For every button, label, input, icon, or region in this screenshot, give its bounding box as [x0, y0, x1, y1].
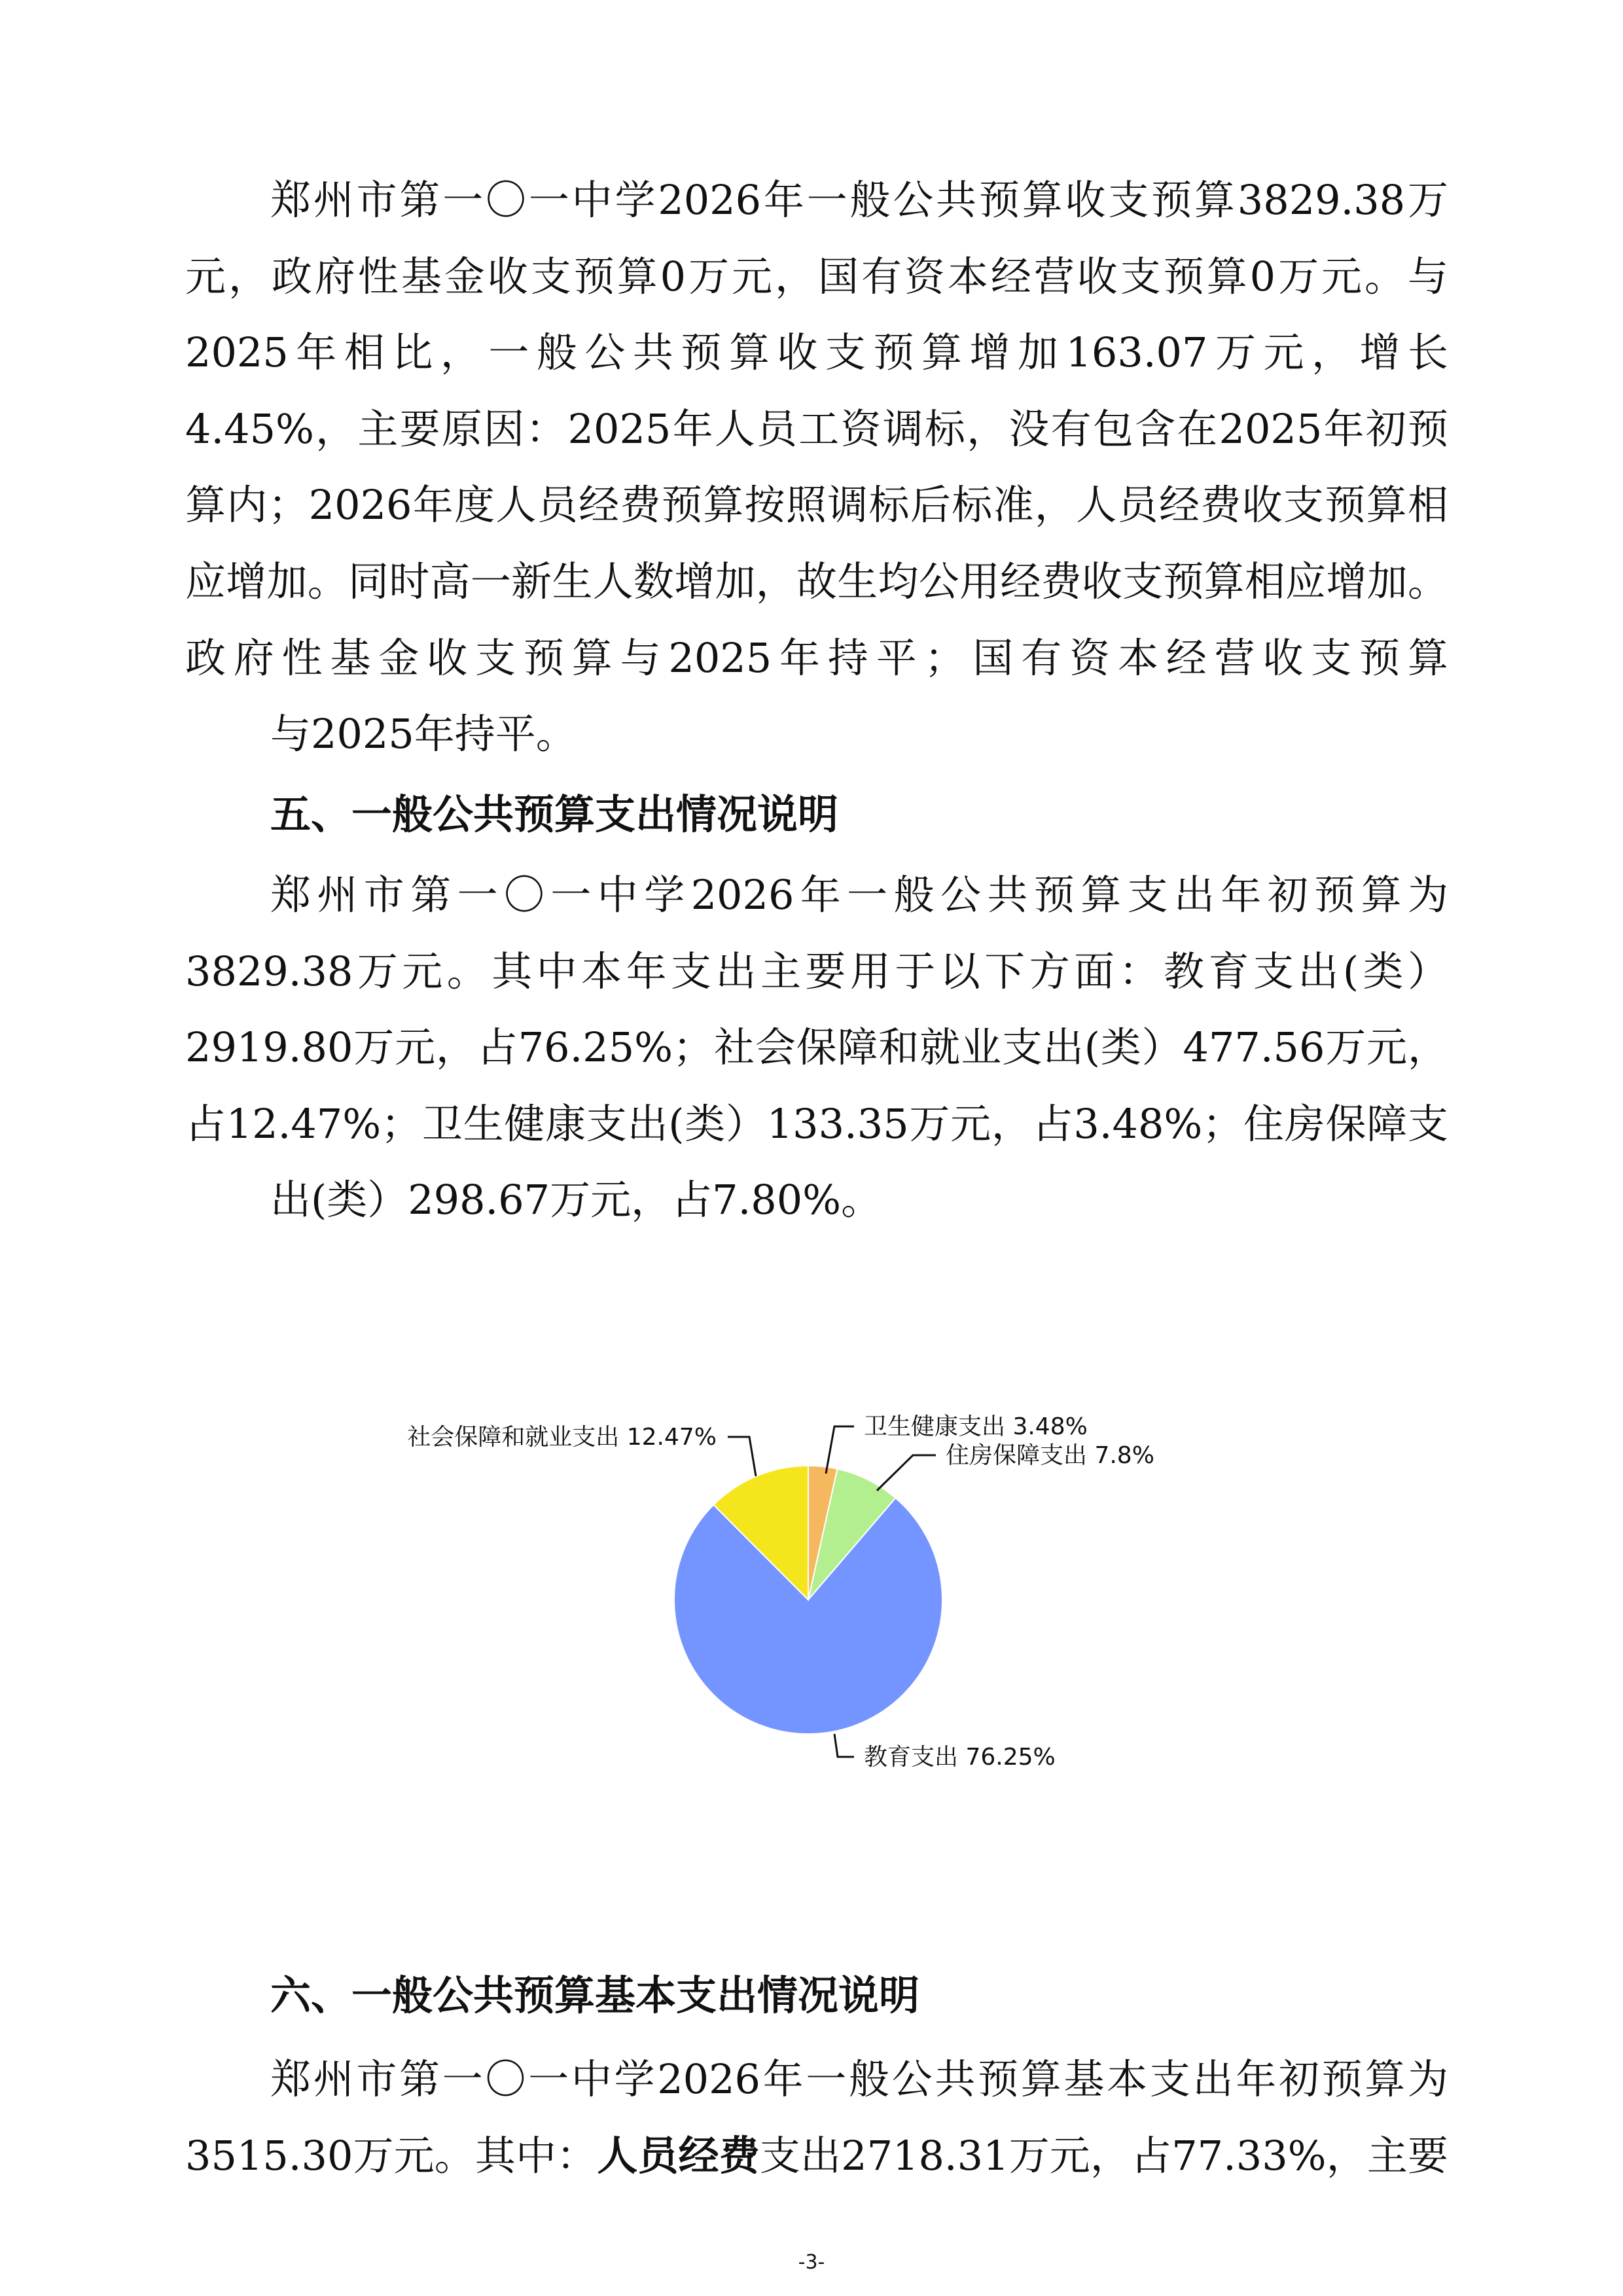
pie-labels: [407, 1413, 1154, 1771]
pie-slice: [808, 1469, 895, 1600]
pie-leader-line: [826, 1426, 854, 1474]
pie-leader-lines: [728, 1426, 936, 1757]
paragraph-text: 支出2718.31万元，占77.33%，主要: [759, 2131, 1448, 2180]
paragraph-text: 郑州市第一〇一中学2026年一般公共预算基本支出年初预算为3515.30万元。其中：: [185, 2055, 1448, 2180]
pie-slice: [808, 1466, 837, 1600]
section-heading-5: 五、一般公共预算支出情况说明: [270, 790, 839, 838]
paragraph-text: 郑州市第一〇一中学2026年一般公共预算支出年初预算为3829.38万元。其中本年支出主要用于以下方面：教育支出(类）2919.80万元，占76.25%；社会保障和就业支出(类）477.56万元，占12.47%；卫生健康支出(类）133.35万元，占3.48%；住房保障支: [185, 871, 1448, 1148]
paragraph-text: 郑州市第一〇一中学2026年一般公共预算收支预算3829.38万元，政府性基金收支预算0万元，国有资本经营收支预算0万元。与2025年相比，一般公共预算收支预算增加163.07万元，增长4.45%，主要原因：2025年人员工资调标，没有包含在2025年初预算内；2026年度人员经费预算按照调标后标准，人员经费收支预算相应增加。同时高一新生人数增加，故生均公用经费收支预算相应增加。政府性基金收支预算与2025年持平；国有资本经营收支预算: [185, 176, 1448, 682]
paragraph-expenditure: [185, 857, 1448, 1239]
paragraph-budget-overview: [185, 162, 1448, 773]
paragraph-last-line: 出(类）298.67万元，占7.80%。: [270, 1176, 882, 1224]
paragraph-last-line: 与2025年持平。: [270, 710, 577, 758]
pie-slice-label: 住房保障支出 7.8%: [946, 1442, 1154, 1469]
pie-slice-label: 卫生健康支出 3.48%: [864, 1413, 1088, 1440]
section-heading-6: 六、一般公共预算基本支出情况说明: [270, 1971, 920, 2019]
pie-leader-line: [728, 1437, 756, 1476]
pie-slice-label: 社会保障和就业支出 12.47%: [407, 1424, 717, 1451]
pie-leader-line: [834, 1734, 854, 1757]
paragraph-bold-text: 人员经费: [597, 2131, 760, 2180]
pie-slice: [674, 1498, 942, 1734]
pie-leader-line: [877, 1455, 936, 1491]
pie-slices: [674, 1466, 942, 1734]
page-number: -3-: [798, 2251, 825, 2274]
paragraph-basic-expenditure: [185, 2041, 1448, 2194]
pie-slice-label: 教育支出 76.25%: [864, 1744, 1056, 1771]
pie-slice: [713, 1466, 808, 1600]
